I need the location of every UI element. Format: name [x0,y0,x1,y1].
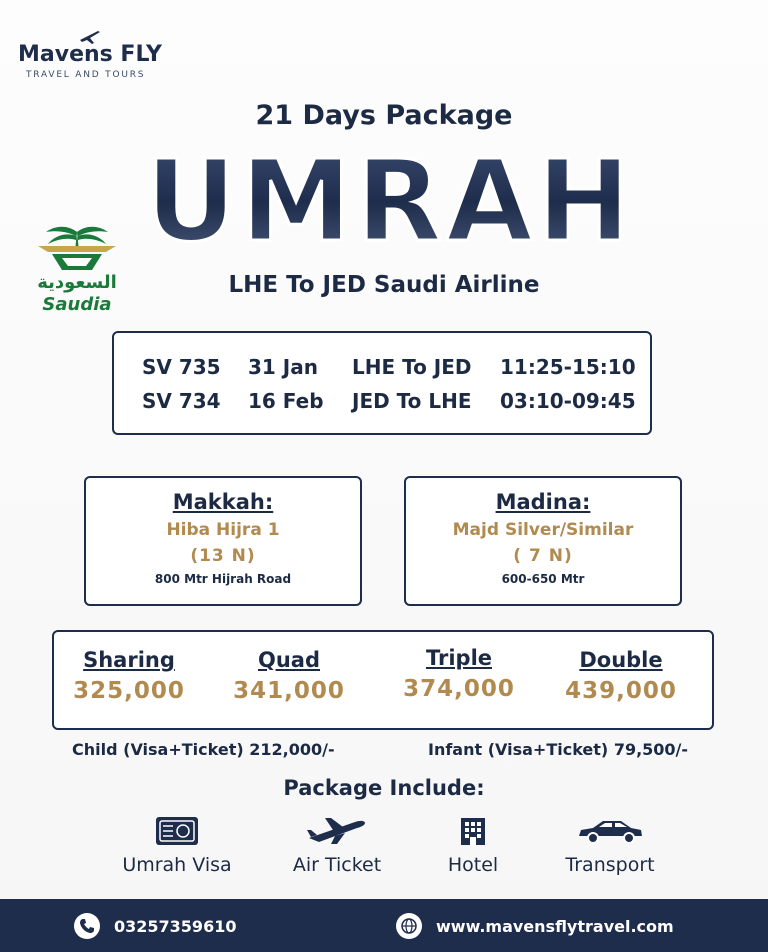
flight-route: JED To LHE [352,389,472,413]
price-value: 325,000 [73,678,185,704]
hotel-city: Makkah: [172,490,274,514]
hotel-name: Majd Silver/Similar [452,520,634,540]
include-label: Umrah Visa [122,854,232,876]
price-label: Double [579,648,663,672]
passport-visa-icon [155,816,199,846]
price-label: Sharing [83,648,175,672]
madina-hotel-card [404,476,682,606]
website-url: www.mavensflytravel.com [436,916,674,936]
flight-route: LHE To JED [352,355,472,379]
umrah-title [120,148,660,258]
hotel-nights: (13 N) [190,546,256,566]
price-double [546,648,696,704]
flight-number: SV 734 [142,389,221,413]
hotel-distance: 800 Mtr Hijrah Road [154,572,292,586]
include-transport [535,816,685,876]
pricing-box [52,630,714,730]
child-price: Child (Visa+Ticket) 212,000/- [72,740,335,759]
include-label: Transport [565,854,655,876]
saudia-english-name: Saudia [42,294,112,315]
contact-footer [0,899,768,952]
phone-contact[interactable] [74,909,236,943]
flight-time: 11:25-15:10 [500,355,636,379]
include-umrah-visa [102,816,252,876]
flight-time: 03:10-09:45 [500,389,636,413]
include-hotel [398,816,548,876]
saudia-logo [30,222,120,318]
price-value: 439,000 [565,678,677,704]
price-label: Triple [425,646,493,670]
price-quad [214,648,364,704]
saudia-palm-icon [32,222,122,274]
flight-date: 16 Feb [248,389,324,413]
hotel-distance: 600-650 Mtr [501,572,585,586]
price-sharing [54,648,204,704]
price-value: 374,000 [403,676,515,702]
website-link[interactable] [396,909,674,943]
saudia-arabic-name: السعودية [37,272,117,293]
hotel-city: Madina: [495,490,591,514]
globe-icon [396,913,422,939]
makkah-hotel-card [84,476,362,606]
include-air-ticket [262,816,412,876]
infant-price: Infant (Visa+Ticket) 79,500/- [428,740,689,759]
price-triple [384,646,534,702]
hotel-nights: ( 7 N) [513,546,573,566]
price-label: Quad [257,648,320,672]
include-label: Air Ticket [292,854,382,876]
airplane-icon [305,816,369,846]
hotel-name: Hiba Hijra 1 [166,520,280,540]
mavens-fly-logo [18,28,178,84]
hotel-building-icon [459,816,487,846]
include-label: Hotel [447,854,499,876]
package-duration: 21 Days Package [255,100,513,131]
umrah-title-text: UMRAH [145,148,635,258]
flight-date: 31 Jan [248,355,318,379]
flight-number: SV 735 [142,355,221,379]
price-value: 341,000 [233,678,345,704]
phone-number: 03257359610 [114,916,237,936]
flight-row [114,355,654,385]
package-route: LHE To JED Saudi Airline [228,272,540,298]
brand-tagline: TRAVEL AND TOURS [26,70,146,80]
flight-schedule-box [112,331,652,435]
package-include-title: Package Include: [283,776,485,800]
brand-name: Mavens FLY [18,42,162,67]
phone-icon [74,913,100,939]
flight-row [114,389,654,419]
car-icon [575,816,645,846]
